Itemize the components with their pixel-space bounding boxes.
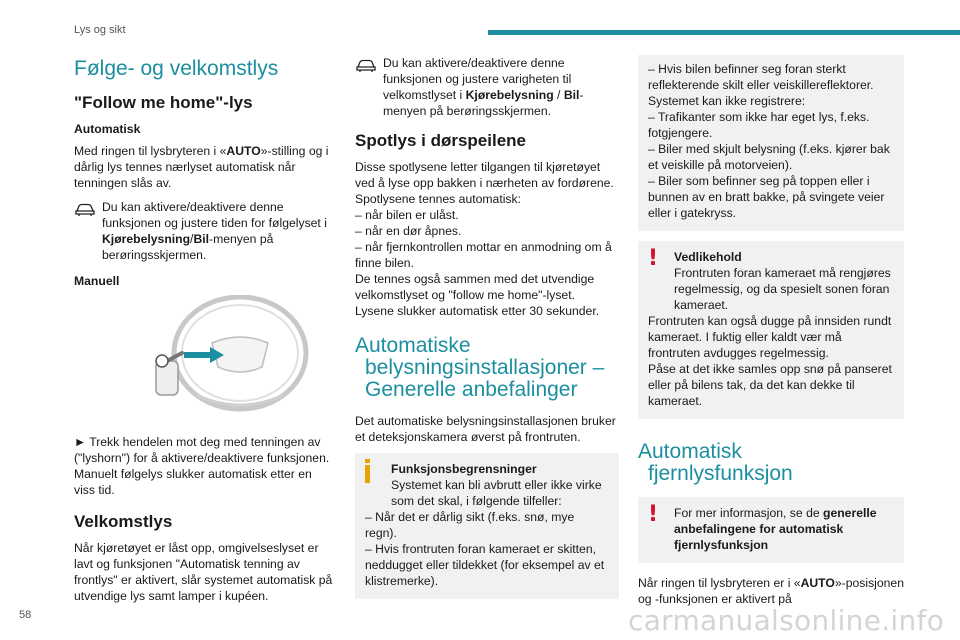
- maintenance-box: [638, 241, 904, 419]
- spot-line: – når fjernkontrollen mottar en anmodning om å finne bilen.: [355, 240, 612, 270]
- spot-line: – når bilen er ulåst.: [355, 208, 459, 222]
- header-bar: [488, 30, 960, 35]
- follow-me-home-heading: "Follow me home"-lys: [74, 93, 253, 112]
- limits-line: – Biler med skjult belysning (f.eks. kjører bak et veiskille på motorveien).: [648, 142, 890, 172]
- limits-line: – Når det er dårlig sikt (f.eks. snø, mye regn).: [365, 510, 575, 540]
- limits-line: Systemet kan bli avbrutt eller ikke virke som det skal, i følgende tilfeller:: [391, 478, 602, 508]
- automatic-paragraph: Med ringen til lysbryteren i «AUTO»-stilling og i dårlig lys tennes nærlyset automatisk når tenningen slås av.: [74, 144, 329, 190]
- limits-line: Systemet kan ikke registrere:: [648, 94, 806, 108]
- maintenance-line: Påse at det ikke samles opp snø på panseret eller på bilens tak, da det kan dekke til kameraet.: [648, 362, 892, 408]
- maintenance-heading: Vedlikehold: [674, 250, 742, 264]
- auto-lighting-heading: [355, 335, 619, 401]
- heading-line: Automatiske: [355, 334, 471, 357]
- limits-line: – Hvis bilen befinner seg foran sterkt reflekterende skilt eller veiskillereflektorer.: [648, 62, 874, 92]
- spot-line: Lysene slukker automatisk etter 30 sekunder.: [355, 304, 600, 318]
- limits-box: [355, 453, 619, 599]
- welcome-heading: Velkomstlys: [74, 512, 173, 531]
- heading-line: fjernlysfunksjon: [648, 462, 793, 485]
- info-icon: [365, 461, 391, 509]
- page-number: 58: [19, 609, 32, 621]
- maintenance-line: Frontruten kan også dugge på innsiden rundt kameraet. I fuktig eller kaldt vær må frontruten avdugges regelmessig.: [648, 314, 892, 360]
- limits-heading: Funksjonsbegrensninger: [391, 462, 537, 476]
- heading-line: Generelle anbefalinger: [365, 378, 578, 401]
- warning-icon: !: [648, 502, 659, 527]
- welcome-paragraph: Når kjøretøyet er låst opp, omgivelseslyset er lavt og funksjonen "Automatisk tenning av frontlys" er aktivert, slår systemet automatisk på utvendige lys samt lamper i kupéen.: [74, 541, 333, 603]
- spot-line: De tennes også sammen med det utvendige velkomstlyset og "follow me home"-lyset.: [355, 272, 595, 302]
- spotlights-heading: Spotlys i dørspeilene: [355, 131, 526, 150]
- watermark: carmanualsonline.info: [628, 604, 945, 637]
- limits-line: – Hvis frontruten foran kameraet er skitten, neddugget eller tildekket (for eksempel av et klistremerke).: [365, 542, 605, 588]
- car-icon: [74, 199, 102, 263]
- steering-wheel-stalk-illustration: [112, 295, 312, 420]
- spotlights-text: [355, 159, 619, 319]
- welcome-note: Du kan aktivere/deaktivere denne funksjonen og justere varigheten til velkomstlyset i Kjørebelysning / Bil-menyen på berøringsskjermen.: [355, 55, 619, 119]
- warning-icon: !: [648, 246, 659, 271]
- auto-lighting-paragraph: Det automatiske belysningsinstallasjonen bruker et deteksjonskamera øverst på frontruten.: [355, 414, 616, 444]
- high-beam-heading: [638, 441, 904, 485]
- spot-line: – når en dør åpnes.: [355, 224, 462, 238]
- high-beam-paragraph: Når ringen til lysbryteren er i «AUTO»-posisjonen og -funksjonen er aktivert på: [638, 576, 904, 606]
- limits-line: – Biler som befinner seg på toppen eller i bunnen av en bratt bakke, på svingete veier eller i gatekryss.: [648, 174, 885, 220]
- page-title: Følge- og velkomstlys: [74, 57, 279, 80]
- follow-note: Du kan aktivere/deaktivere denne funksjonen og justere tiden for følgelyset i Kjørebelysning/Bil-menyen på berøringsskjermen.: [74, 199, 336, 263]
- manual-heading: Manuell: [74, 274, 120, 288]
- spot-line: Disse spotlysene letter tilgangen til kjøretøyet ved å lyse opp bakken i nærheten av fordørene.: [355, 160, 614, 190]
- car-icon: [355, 55, 383, 119]
- high-beam-note-box: ! For mer informasjon, se de generelle anbefalingene for automatisk fjernlysfunksjon: [638, 497, 904, 563]
- limits-continued-box: [638, 55, 904, 231]
- maintenance-line: Frontruten foran kameraet må rengjøres regelmessig, og da spesielt sonen foran kameraet.: [674, 266, 891, 312]
- automatic-heading: Automatisk: [74, 122, 141, 136]
- section-label: Lys og sikt: [74, 24, 126, 36]
- limits-line: – Trafikanter som ikke har eget lys, f.eks. fotgjengere.: [648, 110, 870, 140]
- manual-paragraph: ► Trekk hendelen mot deg med tenningen av ("lyshorn") for å aktivere/deaktivere funksjonen. Manuelt følgelys slukker automatisk etter en viss tid.: [74, 435, 330, 497]
- heading-line: Automatisk: [638, 440, 742, 463]
- column-2: [355, 55, 619, 609]
- column-3: [638, 55, 904, 615]
- spot-line: Spotlysene tennes automatisk:: [355, 192, 521, 206]
- column-1: [74, 55, 336, 612]
- heading-line: belysningsinstallasjoner –: [365, 356, 605, 379]
